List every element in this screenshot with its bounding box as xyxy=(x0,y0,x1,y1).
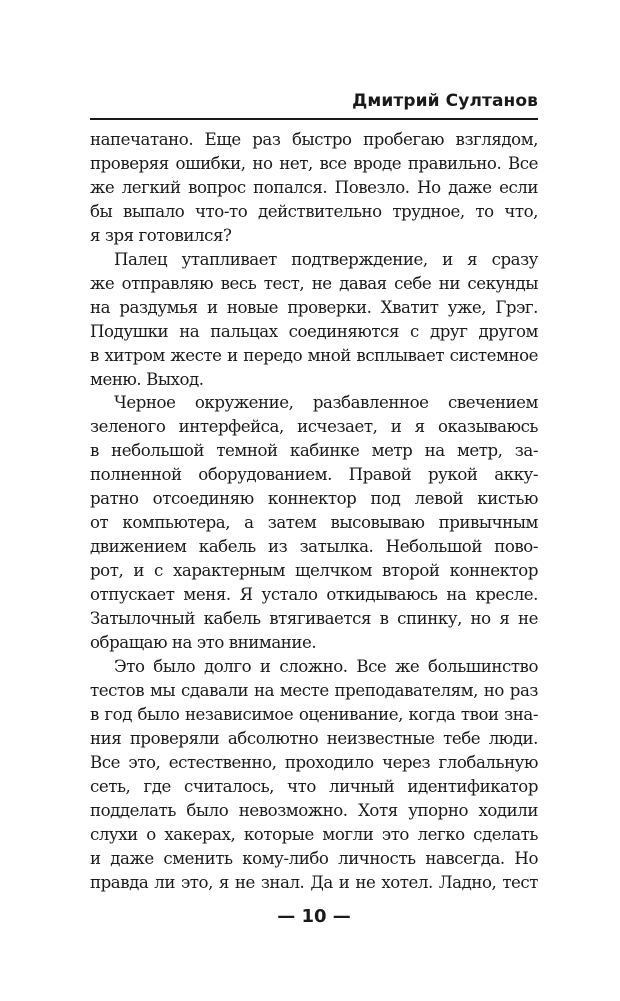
text-line: движением кабель из затылка. Небольшой пово- xyxy=(90,537,538,557)
text-line: же отправляю весь тест, не давая себе ни секунды xyxy=(90,273,538,293)
text-line: и даже сменить кому-либо личность навсегда. Но xyxy=(90,848,538,868)
text-line: Подушки на пальцах соединяются с друг другом xyxy=(90,321,538,341)
text-line: в хитром жесте и передо мной всплывает системное xyxy=(90,345,538,365)
text-line: меню. Выход. xyxy=(90,369,204,389)
text-line: сеть, где считалось, что личный идентификатор xyxy=(90,776,538,796)
text-line: тестов мы сдавали на месте преподавателям, но раз xyxy=(90,680,538,700)
text-line: ния проверяли абсолютно неизвестные тебе люди. xyxy=(90,728,538,748)
text-line: подделать было невозможно. Хотя упорно ходили xyxy=(90,800,538,820)
header-rule xyxy=(90,118,538,120)
text-line: отпускает меня. Я устало откидываюсь на кресле. xyxy=(90,585,538,605)
text-line: на раздумья и новые проверки. Хватит уже, Грэг. xyxy=(90,297,538,317)
text-line: правда ли это, я не знал. Да и не хотел. Ладно, тест xyxy=(90,872,538,892)
running-head-author: Дмитрий Султанов xyxy=(352,91,538,111)
text-line: Затылочный кабель втягивается в спинку, но я не xyxy=(90,609,538,629)
text-line: от компьютера, а затем высовываю привычным xyxy=(90,513,538,533)
text-line: в год было независимое оценивание, когда твои зна- xyxy=(90,704,538,724)
text-line: проверяя ошибки, но нет, все вроде правильно. Все xyxy=(90,153,538,173)
text-line: Все это, естественно, проходило через глобальную xyxy=(90,752,538,772)
text-line: ратно отсоединяю коннектор под левой кистью xyxy=(90,489,538,509)
text-line: бы выпало что-то действительно трудное, то что, xyxy=(90,201,538,221)
text-line: я зря готовился? xyxy=(90,225,232,245)
text-line: обращаю на это внимание. xyxy=(90,633,317,653)
text-line: в небольшой темной кабинке метр на метр, за- xyxy=(90,441,538,461)
body-text xyxy=(90,128,538,895)
text-line: слухи о хакерах, которые могли это легко сделать xyxy=(90,824,538,844)
paragraph-start-line: Это было долго и сложно. Все же большинство xyxy=(114,656,538,676)
paragraph-start-line: Палец утапливает подтверждение, и я сразу xyxy=(114,249,538,269)
page-number: — 10 — xyxy=(277,906,351,927)
text-line: напечатано. Еще раз быстро пробегаю взглядом, xyxy=(90,130,538,149)
text-line: полненной оборудованием. Правой рукой акку- xyxy=(90,465,538,485)
text-line: же легкий вопрос попался. Повезло. Но даже если xyxy=(90,177,538,197)
paragraph-start-line: Черное окружение, разбавленное свечением xyxy=(114,393,538,413)
text-line: зеленого интерфейса, исчезает, и я оказываюсь xyxy=(90,417,538,437)
text-line: рот, и с характерным щелчком второй коннектор xyxy=(90,561,538,581)
